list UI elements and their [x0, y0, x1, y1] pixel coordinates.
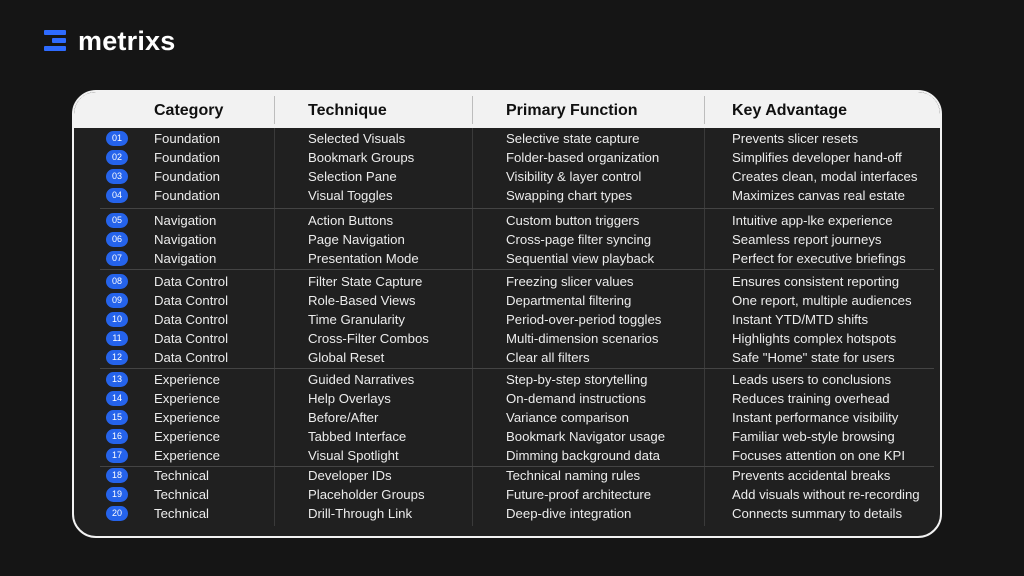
cell-technique: Guided Narratives: [308, 372, 415, 387]
header-key-advantage: Key Advantage: [732, 102, 847, 119]
cell-category: Foundation: [154, 131, 220, 146]
cell-function: On-demand instructions: [506, 391, 647, 406]
cell-advantage: Intuitive app-lke experience: [732, 213, 893, 228]
cell-category: Data Control: [154, 331, 229, 346]
cell-advantage: Connects summary to details: [732, 506, 903, 521]
row-number-badge: 03: [106, 169, 128, 184]
metrixs-logo-icon: [44, 28, 72, 54]
row-number-badge: 11: [106, 331, 128, 346]
cell-function: Cross-page filter syncing: [506, 232, 652, 247]
cell-technique: Bookmark Groups: [308, 150, 415, 165]
table-row: [74, 310, 940, 329]
cell-advantage: Reduces training overhead: [732, 391, 890, 406]
cell-advantage: Instant performance visibility: [732, 410, 899, 425]
table-header: [74, 92, 940, 128]
cell-category: Data Control: [154, 274, 229, 289]
cell-technique: Tabbed Interface: [308, 429, 407, 444]
cell-technique: Action Buttons: [308, 213, 394, 228]
row-number-badge: 18: [106, 468, 128, 483]
cell-technique: Help Overlays: [308, 391, 391, 406]
cell-advantage: Maximizes canvas real estate: [732, 188, 905, 203]
group-divider: [100, 269, 934, 270]
cell-category: Navigation: [154, 232, 217, 247]
cell-technique: Selected Visuals: [308, 131, 406, 146]
cell-function: Departmental filtering: [506, 293, 632, 308]
cell-advantage: Prevents accidental breaks: [732, 468, 891, 483]
row-number-badge: 12: [106, 350, 128, 365]
header-divider: [274, 96, 275, 124]
cell-function: Dimming background data: [506, 448, 660, 463]
cell-function: Period-over-period toggles: [506, 312, 662, 327]
cell-technique: Cross-Filter Combos: [308, 331, 429, 346]
table-row: [74, 329, 940, 348]
cell-category: Data Control: [154, 312, 229, 327]
cell-technique: Page Navigation: [308, 232, 405, 247]
cell-function: Swapping chart types: [506, 188, 633, 203]
row-number-badge: 19: [106, 487, 128, 502]
table-row: [74, 370, 940, 389]
cell-function: Variance comparison: [506, 410, 629, 425]
header-primary-function: Primary Function: [506, 102, 638, 119]
cell-function: Step-by-step storytelling: [506, 372, 648, 387]
table-row: [74, 230, 940, 249]
table-row: [74, 446, 940, 465]
cell-category: Data Control: [154, 350, 229, 365]
cell-category: Data Control: [154, 293, 229, 308]
table-row: [74, 148, 940, 167]
table-row: [74, 389, 940, 408]
cell-advantage: Simplifies developer hand-off: [732, 150, 902, 165]
cell-advantage: Highlights complex hotspots: [732, 331, 897, 346]
cell-function: Deep-dive integration: [506, 506, 632, 521]
cell-advantage: Add visuals without re-recording: [732, 487, 920, 502]
cell-category: Experience: [154, 391, 220, 406]
cell-technique: Drill-Through Link: [308, 506, 413, 521]
row-number-badge: 20: [106, 506, 128, 521]
cell-function: Visibility & layer control: [506, 169, 642, 184]
cell-function: Custom button triggers: [506, 213, 640, 228]
row-number-badge: 15: [106, 410, 128, 425]
cell-advantage: Instant YTD/MTD shifts: [732, 312, 869, 327]
table-row: [74, 348, 940, 367]
cell-technique: Global Reset: [308, 350, 385, 365]
table-row: [74, 129, 940, 148]
cell-category: Navigation: [154, 251, 217, 266]
table-row: [74, 291, 940, 310]
cell-technique: Selection Pane: [308, 169, 397, 184]
cell-advantage: Safe "Home" state for users: [732, 350, 895, 365]
table-row: [74, 186, 940, 205]
cell-advantage: Leads users to conclusions: [732, 372, 892, 387]
cell-advantage: Prevents slicer resets: [732, 131, 859, 146]
cell-function: Bookmark Navigator usage: [506, 429, 666, 444]
header-category: Category: [154, 102, 224, 119]
header-divider: [472, 96, 473, 124]
cell-category: Experience: [154, 429, 220, 444]
cell-advantage: Perfect for executive briefings: [732, 251, 906, 266]
header-divider: [704, 96, 705, 124]
cell-technique: Before/After: [308, 410, 379, 425]
table-row: [74, 466, 940, 485]
row-number-badge: 02: [106, 150, 128, 165]
row-number-badge: 05: [106, 213, 128, 228]
group-divider: [100, 208, 934, 209]
brand-logo: [44, 26, 175, 56]
cell-advantage: Ensures consistent reporting: [732, 274, 900, 289]
cell-category: Foundation: [154, 188, 220, 203]
cell-category: Technical: [154, 487, 209, 502]
cell-function: Selective state capture: [506, 131, 640, 146]
cell-function: Future-proof architecture: [506, 487, 652, 502]
cell-category: Experience: [154, 372, 220, 387]
row-number-badge: 14: [106, 391, 128, 406]
row-number-badge: 17: [106, 448, 128, 463]
cell-function: Clear all filters: [506, 350, 590, 365]
cell-technique: Presentation Mode: [308, 251, 419, 266]
table-row: [74, 408, 940, 427]
cell-technique: Time Granularity: [308, 312, 405, 327]
cell-category: Technical: [154, 506, 209, 521]
row-number-badge: 13: [106, 372, 128, 387]
table-row: [74, 485, 940, 504]
row-number-badge: 07: [106, 251, 128, 266]
row-number-badge: 08: [106, 274, 128, 289]
cell-technique: Placeholder Groups: [308, 487, 425, 502]
row-number-badge: 09: [106, 293, 128, 308]
table-row: [74, 427, 940, 446]
cell-function: Freezing slicer values: [506, 274, 634, 289]
cell-category: Navigation: [154, 213, 217, 228]
table-row: [74, 504, 940, 523]
cell-advantage: Seamless report journeys: [732, 232, 882, 247]
row-number-badge: 06: [106, 232, 128, 247]
cell-category: Experience: [154, 448, 220, 463]
cell-advantage: Creates clean, modal interfaces: [732, 169, 918, 184]
cell-technique: Visual Toggles: [308, 188, 393, 203]
table-row: [74, 167, 940, 186]
cell-technique: Role-Based Views: [308, 293, 416, 308]
row-number-badge: 01: [106, 131, 128, 146]
brand-name: metrixs: [78, 25, 176, 56]
table-row: [74, 272, 940, 291]
cell-technique: Filter State Capture: [308, 274, 423, 289]
cell-category: Foundation: [154, 150, 220, 165]
table-row: [74, 211, 940, 230]
cell-advantage: Familiar web-style browsing: [732, 429, 895, 444]
header-technique: Technique: [308, 102, 387, 119]
cell-technique: Visual Spotlight: [308, 448, 399, 463]
cell-advantage: One report, multiple audiences: [732, 293, 912, 308]
row-number-badge: 10: [106, 312, 128, 327]
cell-function: Folder-based organization: [506, 150, 660, 165]
cell-function: Sequential view playback: [506, 251, 655, 266]
cell-category: Technical: [154, 468, 209, 483]
cell-function: Technical naming rules: [506, 468, 641, 483]
cell-category: Experience: [154, 410, 220, 425]
cell-category: Foundation: [154, 169, 220, 184]
table-row: [74, 249, 940, 268]
row-number-badge: 04: [106, 188, 128, 203]
group-divider: [100, 368, 934, 369]
cell-function: Multi-dimension scenarios: [506, 331, 659, 346]
row-number-badge: 16: [106, 429, 128, 444]
techniques-table: [72, 90, 942, 538]
cell-technique: Developer IDs: [308, 468, 392, 483]
cell-advantage: Focuses attention on one KPI: [732, 448, 906, 463]
